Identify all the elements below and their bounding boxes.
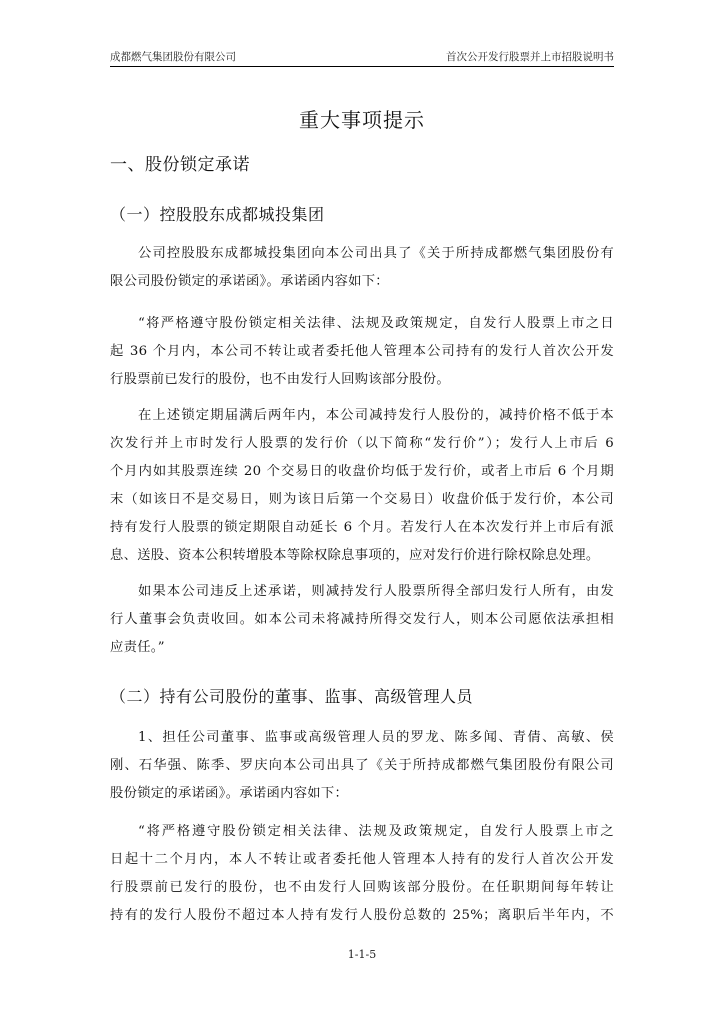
page-title: 重大事项提示 [299,108,425,132]
text-line: 日起十二个月内，本人不转让或者委托他人管理本人持有的发行人首次公开发 [110,852,614,867]
subsection-heading-controlling-shareholder: （一）控股股东成都城投集团 [110,205,325,224]
text-line: “将严格遵守股份锁定相关法律、法规及政策规定，自发行人股票上市之日 [138,316,614,331]
paragraph-controlling-breach [110,578,614,662]
text-line: “将严格遵守股份锁定相关法律、法规及政策规定，自发行人股票上市之 [138,824,614,839]
text-line: 持有的发行人股份不超过本人持有发行人股份总数的 25%；离职后半年内，不 [110,908,614,923]
text-line: 股份锁定的承诺函》。承诺函内容如下： [110,786,349,801]
text-line: 息、送股、资本公积转增股本等除权除息事项的，应对发行价进行除权除息处理。 [110,548,600,563]
page-header [110,49,614,67]
text-line: 限公司股份锁定的承诺函》。承诺函内容如下： [110,274,389,289]
header-rule [110,66,614,67]
paragraph-directors-quote [110,818,614,930]
text-line: 持有发行人股票的锁定期限自动延长 6 个月。若发行人在本次发行并上市后有派 [110,520,614,535]
text-line: 行人董事会负责收回。如本公司未将减持所得交发行人，则本公司愿依法承担相 [110,612,614,627]
subsection-heading-directors: （二）持有公司股份的董事、监事、高级管理人员 [110,687,474,706]
text-line: 末（如该日不是交易日，则为该日后第一个交易日）收盘价低于发行价，本公司 [110,492,614,507]
section-heading-share-lockup: 一、股份锁定承诺 [110,155,250,175]
text-line: 起 36 个月内，本公司不转让或者委托他人管理本公司持有的发行人首次公开发 [110,344,614,359]
text-line: 1、担任公司董事、监事或高级管理人员的罗龙、陈多闻、青倩、高敏、侯 [138,730,614,745]
paragraph-controlling-intro [110,240,614,296]
header-company: 成都燃气集团股份有限公司 [110,51,236,63]
text-line: 在上述锁定期届满后两年内，本公司减持发行人股份的，减持价格不低于本 [138,408,614,423]
text-line: 公司控股股东成都城投集团向本公司出具了《关于所持成都燃气集团股份有 [138,246,614,261]
paragraph-controlling-reduction [110,402,614,570]
page-number: 1-1-5 [347,948,377,961]
text-line: 行股票前已发行的股份，也不由发行人回购该部分股份。 [110,372,450,387]
text-line: 次发行并上市时发行人股票的发行价（以下简称“发行价”）；发行人上市后 6 [110,436,614,451]
text-line: 刚、石华强、陈季、罗庆向本公司出具了《关于所持成都燃气集团股份有限公司 [110,758,614,773]
text-line: 如果本公司违反上述承诺，则减持发行人股票所得全部归发行人所有，由发 [138,584,614,599]
text-line: 应责任。” [110,640,165,655]
paragraph-directors-intro [110,724,614,808]
paragraph-controlling-quote [110,310,614,394]
text-line: 个月内如其股票连续 20 个交易日的收盘价均低于发行价，或者上市后 6 个月期 [110,464,614,479]
text-line: 行股票前已发行的股份，也不由发行人回购该部分股份。在任职期间每年转让 [110,880,614,895]
header-document-title: 首次公开发行股票并上市招股说明书 [446,51,614,63]
